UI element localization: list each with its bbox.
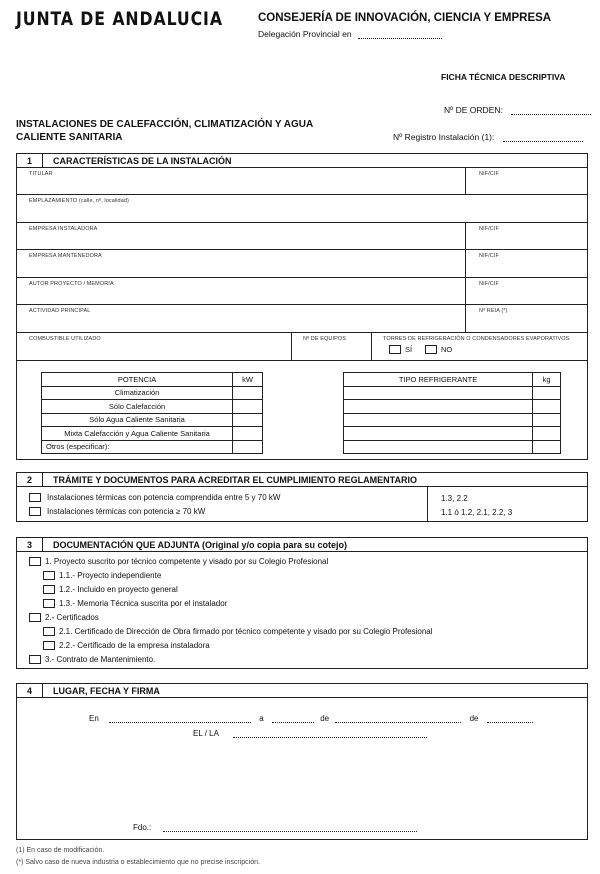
tramite-2-label: Instalaciones térmicas con potencia ≥ 70 kW xyxy=(47,507,206,516)
torres-no-label: NO xyxy=(441,345,453,354)
section-2-header xyxy=(17,473,587,487)
ella-field[interactable] xyxy=(233,729,427,738)
doc-1-3-label: 1.3.- Memoria Técnica suscrita por el instalador xyxy=(59,599,228,608)
junta-logo: JUNTA DE ANDALUCIA xyxy=(16,8,223,30)
doc-item-1[interactable] xyxy=(29,557,328,566)
doc-1-3-checkbox[interactable] xyxy=(43,599,55,608)
section-1 xyxy=(16,153,588,460)
delegacion-field[interactable] xyxy=(358,30,442,39)
tramite-1-checkbox[interactable] xyxy=(29,493,41,502)
autor-row[interactable] xyxy=(17,278,587,305)
potencia-row-label: Mixta Calefacción y Agua Caliente Sanitaria xyxy=(42,427,233,441)
mantenedora-nif-label: NIF/CIF xyxy=(479,253,499,259)
fdo-label: Fdo.: xyxy=(133,823,152,832)
section-2-number: 2 xyxy=(17,473,43,486)
dia-field[interactable] xyxy=(272,714,314,723)
delegacion-line xyxy=(258,29,442,39)
doc-item-2[interactable] xyxy=(29,613,99,622)
fdo-line xyxy=(133,823,417,832)
refrigerante-cell[interactable] xyxy=(344,413,533,427)
ficha-title: FICHA TÉCNICA DESCRIPTIVA xyxy=(441,72,566,82)
torres-si-option[interactable] xyxy=(389,345,412,354)
potencia-row-label: Sólo Calefacción xyxy=(42,400,233,414)
autor-label: AUTOR PROYECTO / MEMORIA xyxy=(29,281,114,287)
kg-header: kg xyxy=(533,373,561,387)
potencia-header: POTENCIA xyxy=(42,373,233,387)
doc-2-1-label: 2.1. Certificado de Dirección de Obra firmado por técnico competente y visado por su Colegio Profesional xyxy=(59,627,433,636)
section-4-header xyxy=(17,684,587,698)
refrigerante-cell[interactable] xyxy=(344,386,533,400)
doc-item-3[interactable] xyxy=(29,655,155,664)
actividad-label: ACTIVIDAD PRINCIPAL xyxy=(29,308,91,314)
consejeria-title: CONSEJERÍA DE INNOVACIÓN, CIENCIA Y EMPRESA xyxy=(258,12,552,24)
emplazamiento-label: EMPLAZAMIENTO (calle, nº, localidad) xyxy=(29,198,129,204)
footnote-2: (*) Salvo caso de nueva industria o establecimiento que no precise inscripción. xyxy=(16,859,260,866)
de1-label: de xyxy=(320,714,330,723)
orden-label: Nº DE ORDEN: xyxy=(444,105,503,115)
mes-field[interactable] xyxy=(335,714,461,723)
section-4-number: 4 xyxy=(17,684,43,697)
lugar-field[interactable] xyxy=(109,714,251,723)
doc-1-label: 1. Proyecto suscrito por técnico competente y visado por su Colegio Profesional xyxy=(45,557,329,566)
de2-label: de xyxy=(469,714,479,723)
reia-label: Nº REIA (*) xyxy=(479,308,508,314)
doc-item-1-2[interactable] xyxy=(43,585,178,594)
autor-nif-label: NIF/CIF xyxy=(479,281,499,287)
section-2 xyxy=(16,472,588,522)
tramite-option-2[interactable] xyxy=(29,507,205,516)
potencia-row-label: Climatización xyxy=(42,386,233,400)
section-4 xyxy=(16,683,588,840)
doc-item-2-2[interactable] xyxy=(43,641,210,650)
refrigerante-table xyxy=(343,372,561,454)
titular-row[interactable] xyxy=(17,168,587,195)
registro-line xyxy=(393,132,583,142)
section-1-number: 1 xyxy=(17,154,43,167)
emplazamiento-row[interactable] xyxy=(17,195,587,223)
delegacion-label: Delegación Provincial en xyxy=(258,29,352,39)
torres-label: TORRES DE REFRIGERACIÓN O CONDENSADORES EVAPORATIVOS xyxy=(383,336,570,342)
anio-field[interactable] xyxy=(487,714,533,723)
doc-2-checkbox[interactable] xyxy=(29,613,41,622)
section-3 xyxy=(16,537,588,669)
combustible-label: COMBUSTIBLE UTILIZADO xyxy=(29,336,101,342)
torres-si-label: SÍ xyxy=(405,345,413,354)
torres-no-checkbox[interactable] xyxy=(425,345,437,354)
doc-2-label: 2.- Certificados xyxy=(45,613,99,622)
titular-label: TITULAR xyxy=(29,171,53,177)
section-3-number: 3 xyxy=(17,538,43,551)
section-3-header xyxy=(17,538,587,552)
potencia-kw-cell[interactable] xyxy=(233,400,263,414)
equipos-label: Nº DE EQUIPOS xyxy=(303,336,347,342)
refrigerante-cell[interactable] xyxy=(344,440,533,454)
instalaciones-title: INSTALACIONES DE CALEFACCIÓN, CLIMATIZACIÓN Y AGUA CALIENTE SANITARIA xyxy=(16,119,313,143)
doc-item-1-1[interactable] xyxy=(43,571,161,580)
actividad-row[interactable] xyxy=(17,305,587,333)
tramite-2-ref: 1.1 ó 1.2, 2.1, 2.2, 3 xyxy=(441,508,513,517)
potencia-row-label: Sólo Agua Caliente Sanitaria xyxy=(42,413,233,427)
torres-no-option[interactable] xyxy=(425,345,452,354)
registro-field[interactable] xyxy=(503,133,583,142)
tramite-1-label: Instalaciones térmicas con potencia comprendida entre 5 y 70 kW xyxy=(47,493,281,502)
section-1-header xyxy=(17,154,587,168)
empresa-instaladora-label: EMPRESA INSTALADORA xyxy=(29,226,98,232)
section-2-title: TRÁMITE Y DOCUMENTOS PARA ACREDITAR EL CUMPLIMIENTO REGLAMENTARIO xyxy=(53,474,418,485)
ella-label: EL / LA xyxy=(193,729,219,738)
tramite-option-1[interactable] xyxy=(29,493,280,502)
empresa-mantenedora-row[interactable] xyxy=(17,250,587,278)
refrigerante-kg-cell[interactable] xyxy=(533,386,561,400)
doc-item-2-1[interactable] xyxy=(43,627,433,636)
doc-1-checkbox[interactable] xyxy=(29,557,41,566)
section-3-title: DOCUMENTACIÓN QUE ADJUNTA (Original y/o copia para su cotejo) xyxy=(53,539,348,550)
refrigerante-kg-cell[interactable] xyxy=(533,427,561,441)
potencia-kw-cell[interactable] xyxy=(233,440,263,454)
potencia-table xyxy=(41,372,263,454)
en-label: En xyxy=(89,714,99,723)
refrigerante-kg-cell[interactable] xyxy=(533,413,561,427)
doc-1-2-checkbox[interactable] xyxy=(43,585,55,594)
section-1-title: CARACTERÍSTICAS DE LA INSTALACIÓN xyxy=(53,155,232,166)
doc-1-2-label: 1.2.- Incluido en proyecto general xyxy=(59,585,178,594)
orden-line xyxy=(444,105,591,115)
empresa-mantenedora-label: EMPRESA MANTENEDORA xyxy=(29,253,102,259)
tramite-2-checkbox[interactable] xyxy=(29,507,41,516)
empresa-instaladora-row[interactable] xyxy=(17,223,587,250)
a-label: a xyxy=(259,714,264,723)
footnote-1: (1) En caso de modificación. xyxy=(16,847,105,854)
titular-nif-label: NIF/CIF xyxy=(479,171,499,177)
firma-field[interactable] xyxy=(163,823,417,832)
tramite-1-ref: 1.3, 2.2 xyxy=(441,494,468,503)
registro-label: Nº Registro Instalación (1): xyxy=(393,132,495,142)
doc-1-1-checkbox[interactable] xyxy=(43,571,55,580)
refrigerante-cell[interactable] xyxy=(344,427,533,441)
orden-field[interactable] xyxy=(511,106,591,115)
doc-item-1-3[interactable] xyxy=(43,599,227,608)
section-4-title: LUGAR, FECHA Y FIRMA xyxy=(53,685,160,696)
doc-2-1-checkbox[interactable] xyxy=(43,627,55,636)
torres-si-checkbox[interactable] xyxy=(389,345,401,354)
ella-line xyxy=(193,729,427,738)
doc-1-1-label: 1.1.- Proyecto independiente xyxy=(59,571,162,580)
refrigerante-kg-cell[interactable] xyxy=(533,400,561,414)
kw-header: kW xyxy=(233,373,263,387)
doc-2-2-checkbox[interactable] xyxy=(43,641,55,650)
potencia-kw-cell[interactable] xyxy=(233,427,263,441)
combustible-row xyxy=(17,333,587,361)
doc-2-2-label: 2.2.- Certificado de la empresa instaladora xyxy=(59,641,210,650)
potencia-kw-cell[interactable] xyxy=(233,386,263,400)
doc-3-label: 3.- Contrato de Mantenimiento. xyxy=(45,655,156,664)
lugar-fecha-line xyxy=(89,714,533,723)
refrigerante-cell[interactable] xyxy=(344,400,533,414)
refrigerante-header: TIPO REFRIGERANTE xyxy=(344,373,533,387)
refrigerante-kg-cell[interactable] xyxy=(533,440,561,454)
instaladora-nif-label: NIF/CIF xyxy=(479,226,499,232)
potencia-row-label: Otros (especificar): xyxy=(42,440,233,454)
doc-3-checkbox[interactable] xyxy=(29,655,41,664)
potencia-kw-cell[interactable] xyxy=(233,413,263,427)
